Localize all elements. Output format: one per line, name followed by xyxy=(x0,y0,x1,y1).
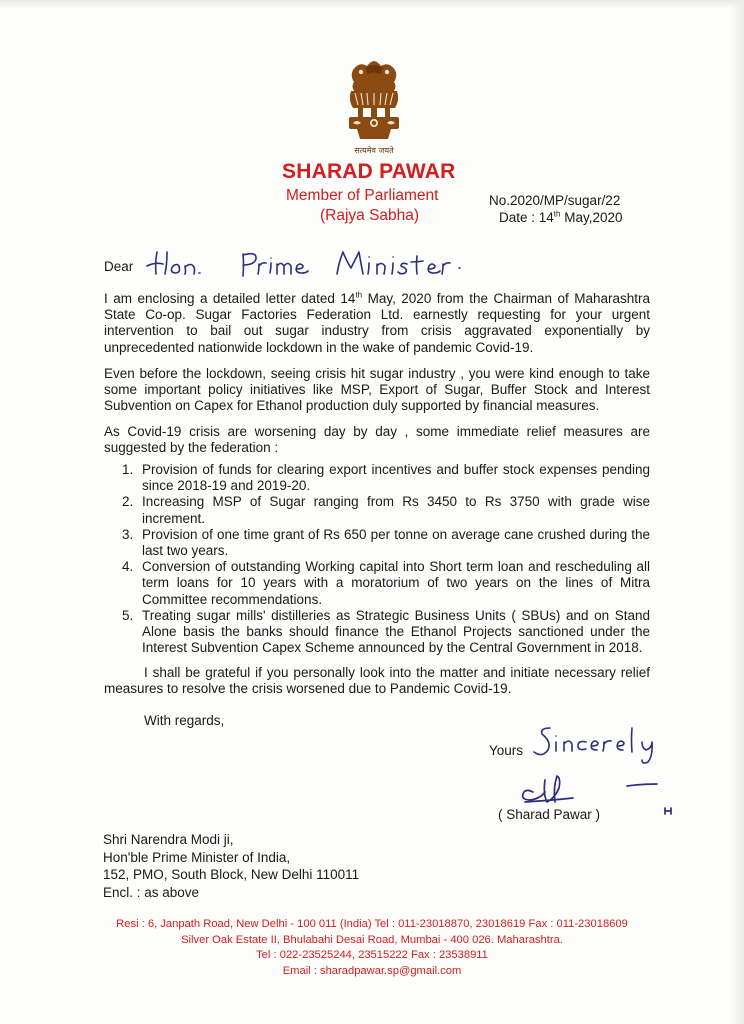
addressee-line: Hon'ble Prime Minister of India, xyxy=(103,849,291,865)
list-item-text: Treating sugar mills' distilleries as Strategic Business Units ( SBUs) and on Stand Alone basis the banks should finance the Ethanol Projects sanctioned under the Interest Subvention Capex Scheme announced by the Central Government in 2018. xyxy=(142,607,650,656)
salutation-dear: Dear xyxy=(104,259,134,274)
letterhead-house: (Rajya Sabha) xyxy=(320,207,420,224)
yours-label: Yours xyxy=(489,743,524,758)
letterhead-name: SHARAD PAWAR xyxy=(282,160,456,183)
handwritten-salutation xyxy=(141,244,511,284)
relief-measures-list xyxy=(104,462,650,656)
emblem-motto: सत्यमेव जयते xyxy=(354,146,394,155)
list-item-text: Conversion of outstanding Working capital into Short term loan and rescheduling all term loans for 10 years with a moratorium of two years on the lines of Mitra Committee recommendations. xyxy=(142,559,650,607)
list-item xyxy=(104,559,650,608)
regards-line: With regards, xyxy=(144,713,225,728)
letter-date: Date : 14th May,2020 xyxy=(499,209,623,225)
list-item-number: 3. xyxy=(122,526,134,542)
body-paragraph-1: I am enclosing a detailed letter dated 14th May, 2020 from the Chairman of Maharashtra State Co-op. Sugar Factories Federation Ltd. earnestly requesting for your urgent intervention to bail out sugar industry from crisis aggravated exponentially by unprecedented nationwide lockdown in the wake of pandemic Covid-19. xyxy=(104,290,650,355)
handwritten-sincerely xyxy=(532,720,692,770)
list-item-number: 4. xyxy=(122,559,134,575)
enclosure-line: Encl. : as above xyxy=(103,884,200,900)
letterhead-title: Member of Parliament xyxy=(286,187,439,204)
list-item xyxy=(104,462,650,494)
body-paragraph-2: Even before the lockdown, seeing crisis hit sugar industry , you were kind enough to take some important policy initiatives like MSP, Export of Sugar, Buffer Stock and Interest Subvention on Capex for Ethanol production duly supported by financial measures. xyxy=(104,366,650,414)
list-item xyxy=(104,494,650,526)
list-item-number: 1. xyxy=(122,462,134,477)
list-item-text: Provision of funds for clearing export incentives and buffer stock expenses pending since 2018-19 and 2019-20. xyxy=(142,462,650,494)
addressee-line: Shri Narendra Modi ji, xyxy=(103,832,234,847)
list-item xyxy=(104,527,650,559)
footer-delhi-address: Resi : 6, Janpath Road, New Delhi - 100 011 (India) Tel : 011-23018870, 23018619 Fax : 011-23018609 xyxy=(116,918,628,930)
list-item-number: 2. xyxy=(122,494,134,510)
reference-number: No.2020/MP/sugar/22 xyxy=(489,193,621,208)
list-item-text: Increasing MSP of Sugar ranging from Rs 3450 to Rs 3750 with grade wise increment. xyxy=(142,494,650,526)
letterhead-footer xyxy=(0,917,744,979)
closing-paragraph: I shall be grateful if you personally look into the matter and initiate necessary relief measures to resolve the crisis worsened due to Pandemic Covid-19. xyxy=(104,665,650,697)
addressee-line: 152, PMO, South Block, New Delhi 110011 xyxy=(103,867,360,882)
addressee-block xyxy=(103,831,359,901)
signer-name: ( Sharad Pawar ) xyxy=(498,807,601,822)
list-item-text: Provision of one time grant of Rs 650 per tonne on average cane crushed during the last two years. xyxy=(142,526,650,559)
body-paragraph-3: As Covid-19 crisis are worsening day by day , some immediate relief measures are suggested by the federation : xyxy=(104,424,650,456)
footer-mumbai-address: Silver Oak Estate II, Bhulabahi Desai Road, Mumbai - 400 026. Maharashtra. xyxy=(181,933,563,946)
footer-email: Email : sharadpawar.sp@gmail.com xyxy=(282,964,462,977)
state-emblem-icon xyxy=(339,60,409,158)
list-item xyxy=(104,608,650,657)
list-item-number: 5. xyxy=(122,607,134,623)
footer-phone: Tel : 022-23525244, 23515222 Fax : 23538911 xyxy=(256,949,488,961)
